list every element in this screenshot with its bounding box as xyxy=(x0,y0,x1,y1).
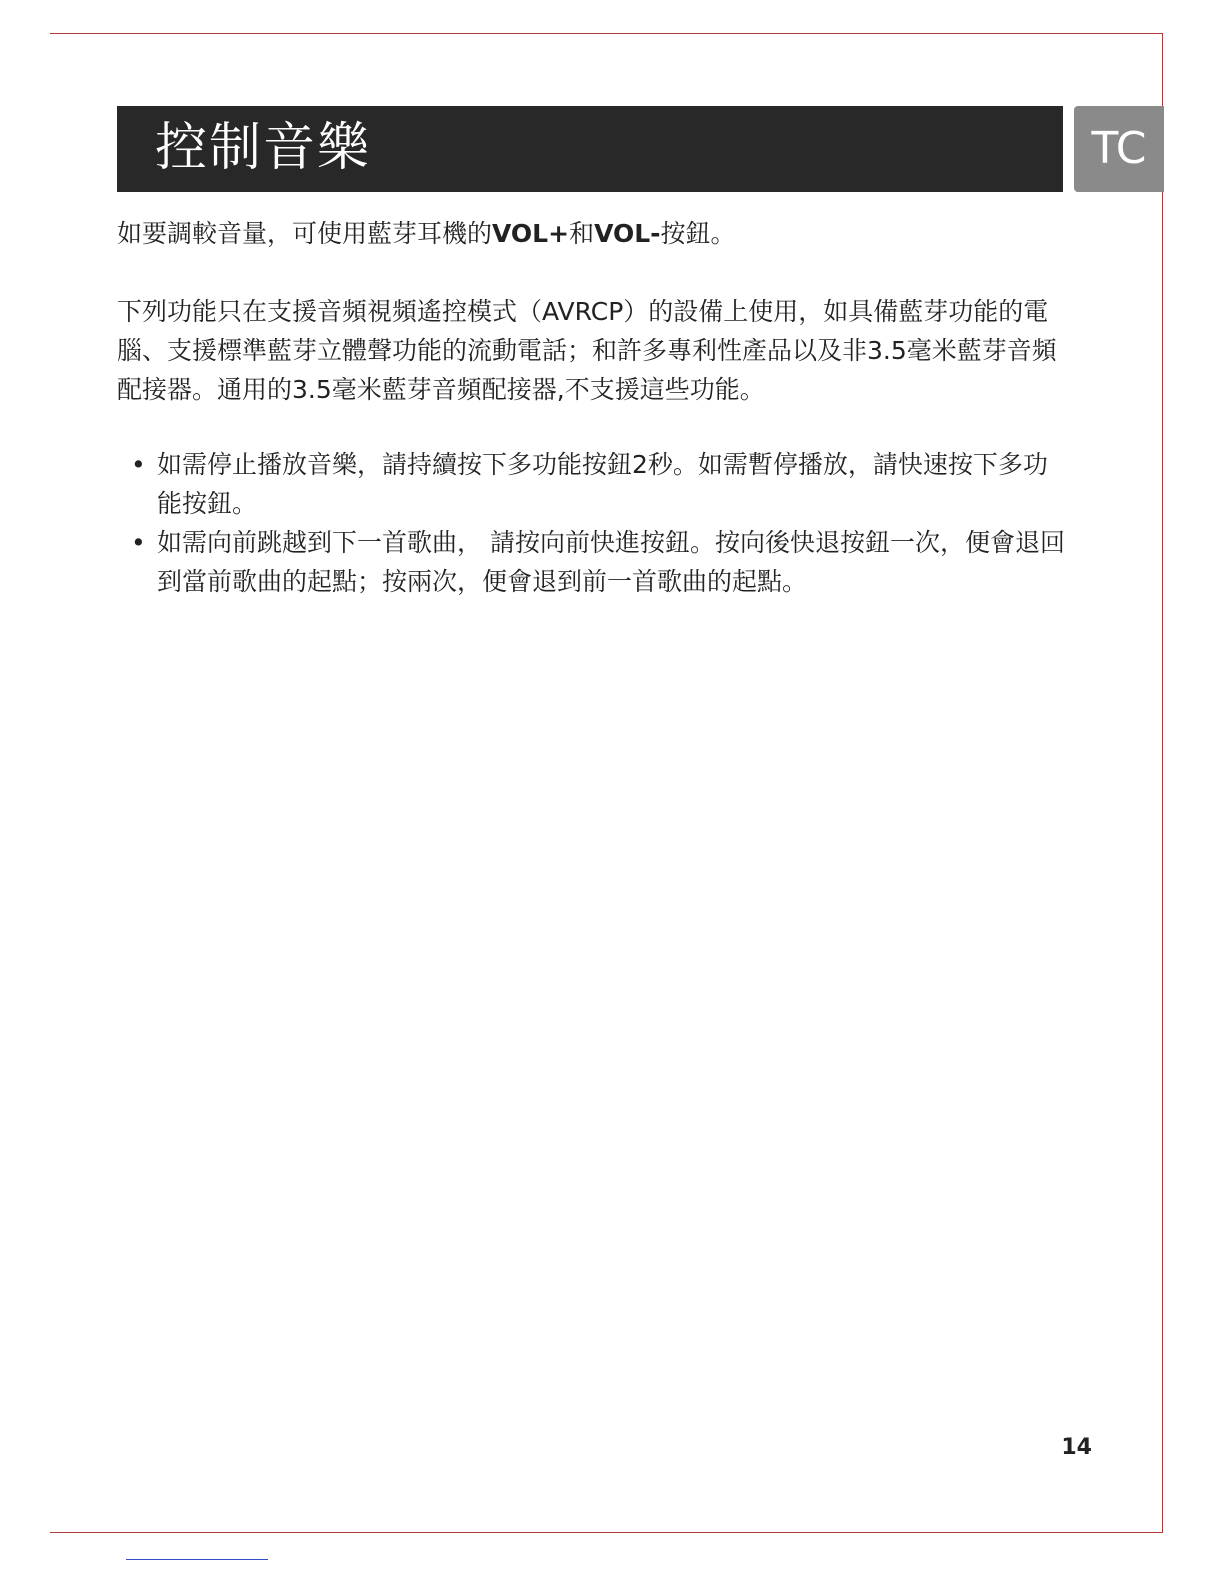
footer-underline xyxy=(126,1559,268,1560)
volume-text-end: 按鈕。 xyxy=(660,219,736,248)
list-item-text: 如需向前跳越到下一首歌曲， 請按向前快進按鈕。按向後快退按鈕一次，便會退回到當前歌曲的起點；按兩次，便會退到前一首歌曲的起點。 xyxy=(157,528,1065,596)
section-title-bar xyxy=(117,106,1063,192)
volume-text-start: 如要調較音量，可使用藍芽耳機的 xyxy=(117,219,493,248)
bullet-icon: • xyxy=(131,450,146,479)
list-item-text: 如需停止播放音樂，請持續按下多功能按鈕2秒。如需暫停播放，請快速按下多功能按鈕。 xyxy=(157,450,1048,518)
language-tab xyxy=(1074,106,1164,192)
instruction-list xyxy=(117,445,1067,601)
volume-paragraph xyxy=(117,214,1067,253)
list-item xyxy=(117,445,1067,523)
frame-bottom-rule xyxy=(50,1532,1163,1533)
avrcp-paragraph: 下列功能只在支援音頻視頻遙控模式（AVRCP）的設備上使用，如具備藍芽功能的電腦、支援標準藍芽立體聲功能的流動電話；和許多專利性產品以及非3.5毫米藍芽音頻配接器。通用的3.5毫米藍芽音頻配接器,不支援這些功能。 xyxy=(117,297,1057,404)
list-item xyxy=(117,523,1067,601)
volume-text-conjunction: 和 xyxy=(569,219,595,248)
main-content xyxy=(117,214,1067,601)
frame-right-rule xyxy=(1162,33,1163,1533)
language-tab-label: TC xyxy=(1091,123,1147,174)
vol-plus-label: VOL+ xyxy=(492,219,570,248)
bullet-icon: • xyxy=(131,528,146,557)
page-title: 控制音樂 xyxy=(155,118,372,178)
vol-minus-label: VOL- xyxy=(594,219,661,248)
page-number: 14 xyxy=(1061,1435,1092,1460)
frame-top-rule xyxy=(50,33,1163,34)
